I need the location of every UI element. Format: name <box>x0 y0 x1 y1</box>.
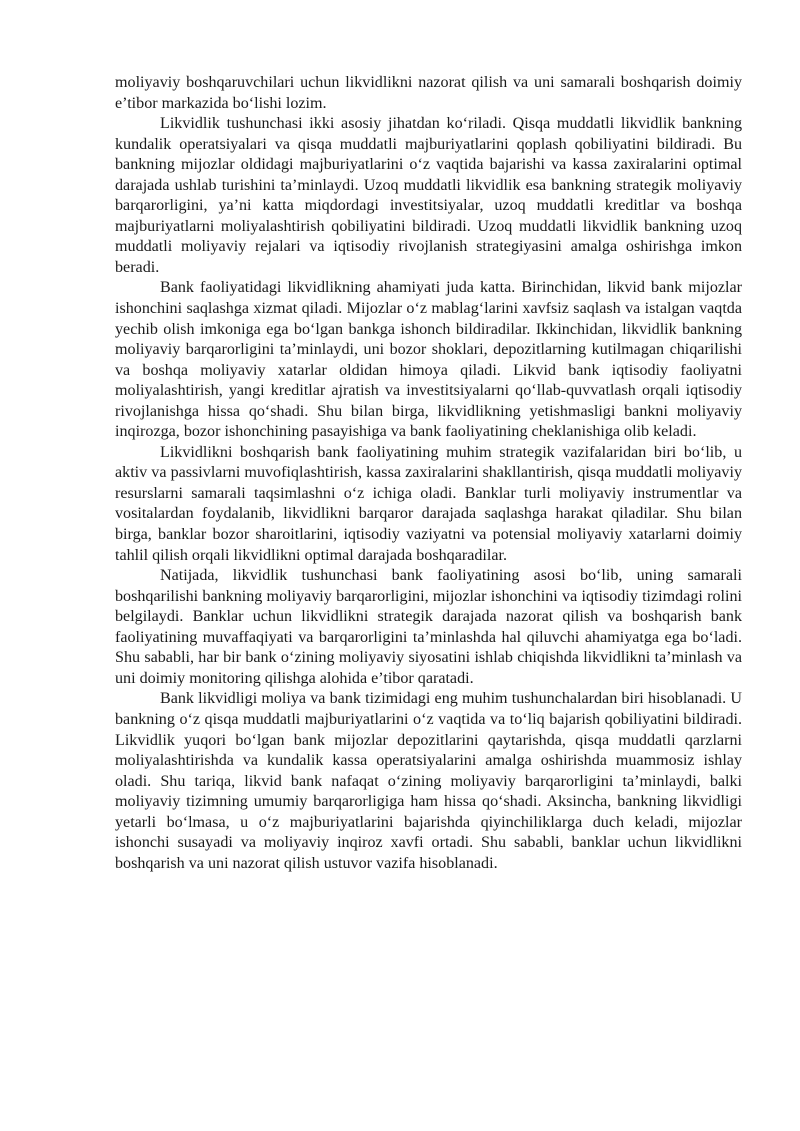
paragraph-liquidity-management: Likvidlikni boshqarish bank faoliyatining muhim strategik vazifalaridan biri bo‘lib, u aktiv va passivlarni muvofiqlashtirish, kassa zaxiralarini shakllantirish, qisqa muddatli moliyaviy resurslarni samarali taqsimlashni o‘z ichiga oladi. Banklar turli moliyaviy instrumentlar va vositalardan foydalanib, likvidlikni barqaror darajada saqlashga harakat qiladilar. Shu bilan birga, banklar bozor sharoitlarini, iqtisodiy vaziyatni va potensial moliyaviy xatarlarni doimiy tahlil qilish orqali likvidlikni optimal darajada boshqaradilar. <box>115 443 742 564</box>
paragraph-liquidity-importance: Bank faoliyatidagi likvidlikning ahamiyati juda katta. Birinchidan, likvid bank mijozlar ishonchini saqlashga xizmat qiladi. Mijozlar o‘z mablag‘larini xavfsiz saqlash va istalgan vaqtda yechib olish imkoniga ega bo‘lgan bankga ishonch bildiradilar. Ikkinchidan, likvidlik bankning moliyaviy barqarorligini ta’minlaydi, uni bozor shoklari, depozitlarning kutilmagan chiqarilishi va boshqa moliyaviy xatarlar oldidan himoya qiladi. Likvid bank iqtisodiy faoliyatni moliyalashtirish, yangi kreditlar ajratish va investitsiyalarni qo‘llab-quvvatlash orqali iqtisodiy rivojlanishga hissa qo‘shadi. Shu bilan birga, likvidlikning yetishmasligi bankni moliyaviy inqirozga, bozor ishonchining pasayishiga va bank faoliyatining cheklanishiga olib keladi. <box>115 279 742 441</box>
paragraph-conclusion: Natijada, likvidlik tushunchasi bank faoliyatining asosi bo‘lib, uning samarali boshqarilishi bankning moliyaviy barqarorligini, mijozlar ishonchini va iqtisodiy tizimdagi rolini belgilaydi. Banklar uchun likvidlikni strategik darajada nazorat qilish va boshqarish bank faoliyatining muvaffaqiyati va barqarorligini ta’minlashda hal qiluvchi ahamiyatga ega bo‘ladi. Shu sababli, har bir bank o‘zining moliyaviy siyosatini ishlab chiqishda likvidlikni ta’minlash va uni doimiy monitoring qilishga alohida e’tibor qaratadi. <box>115 567 742 687</box>
paragraph-liquidity-aspects: Likvidlik tushunchasi ikki asosiy jihatdan ko‘riladi. Qisqa muddatli likvidlik bankning kundalik operatsiyalari va qisqa muddatli majburiyatlarini qoplash qobiliyatini bildiradi. Bu bankning mijozlar oldidagi majburiyatlarini o‘z vaqtida bajarishi va kassa zaxiralarini optimal darajada ushlab turishini ta’minlaydi. Uzoq muddatli likvidlik esa bankning strategik moliyaviy barqarorligini, ya’ni katta miqdordagi investitsiyalar, uzoq muddatli kreditlar va boshqa majburiyatlarni moliyalashtirish qobiliyatini bildiradi. Uzoq muddatli likvidlik bankning uzoq muddatli moliyaviy rejalari va iqtisodiy rivojlanish strategiyasini amalga oshirishga imkon beradi. <box>115 115 742 276</box>
paragraph-bank-liquidity-definition: Bank likvidligi moliya va bank tizimidagi eng muhim tushunchalardan biri hisoblanadi. U bankning o‘z qisqa muddatli majburiyatlarini o‘z vaqtida va to‘liq bajarish qobiliyatini bildiradi. Likvidlik yuqori bo‘lgan bank mijozlar depozitlarini qaytarishda, qisqa muddatli qarzlarni moliyalashtirishda va kundalik kassa operatsiyalarini amalga oshirishda muammosiz ishlay oladi. Shu tariqa, likvid bank nafaqat o‘zining moliyaviy barqarorligini ta’minlaydi, balki moliyaviy tizimning umumiy barqarorligiga ham hissa qo‘shadi. Aksincha, bankning likvidligi yetarli bo‘lmasa, u o‘z majburiyatlarini bajarishda qiyinchiliklarga duch keladi, mijozlar ishonchi susayadi va moliyaviy inqiroz xavfi ortadi. Shu sababli, banklar uchun likvidlikni boshqarish va uni nazorat qilish ustuvor vazifa hisoblanadi. <box>115 690 742 872</box>
paragraph-continuation: moliyaviy boshqaruvchilari uchun likvidlikni nazorat qilish va uni samarali boshqarish doimiy e’tibor markazida bo‘lishi lozim. <box>115 74 742 112</box>
document-page <box>115 73 742 874</box>
